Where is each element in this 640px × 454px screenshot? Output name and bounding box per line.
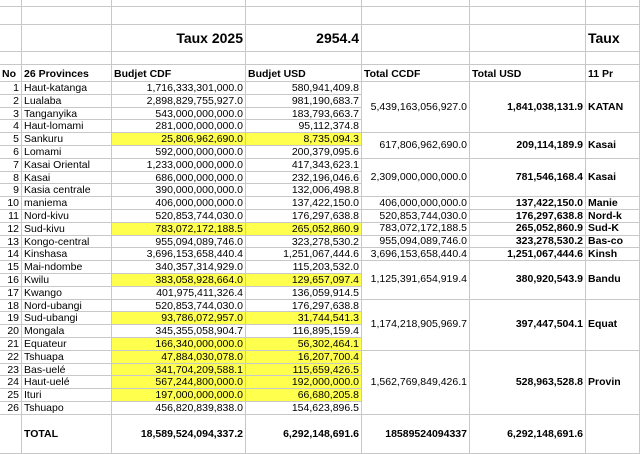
province-cell[interactable]: Lualaba bbox=[22, 95, 112, 108]
cell[interactable] bbox=[112, 52, 246, 65]
row-number[interactable]: 20 bbox=[0, 325, 22, 338]
total-ccdf-cell[interactable]: 955,094,089,746.0 bbox=[362, 236, 470, 249]
budget-cdf-cell[interactable]: 93,786,072,957.0 bbox=[112, 312, 246, 325]
budget-usd-cell[interactable]: 192,000,000.0 bbox=[246, 376, 362, 389]
cell[interactable] bbox=[470, 7, 586, 25]
total-usd[interactable]: 6,292,148,691.6 bbox=[246, 415, 362, 454]
province-cell[interactable]: maniema bbox=[22, 197, 112, 210]
total-usd-cell[interactable]: 209,114,189.9 bbox=[470, 133, 586, 159]
province-cell[interactable]: Nord-kivu bbox=[22, 210, 112, 223]
budget-usd-cell[interactable]: 176,297,638.8 bbox=[246, 210, 362, 223]
budget-cdf-cell[interactable]: 383,058,928,664.0 bbox=[112, 274, 246, 287]
cell[interactable] bbox=[22, 52, 112, 65]
province-cell[interactable]: Kongo-central bbox=[22, 236, 112, 249]
budget-cdf-cell[interactable]: 543,000,000,000.0 bbox=[112, 108, 246, 121]
total-ccdf-cell[interactable]: 1,174,218,905,969.7 bbox=[362, 300, 470, 351]
province-cell[interactable]: Kasia centrale bbox=[22, 184, 112, 197]
budget-usd-cell[interactable]: 56,302,464.1 bbox=[246, 338, 362, 351]
taux-label-cell[interactable]: Taux 2025 bbox=[112, 25, 246, 52]
budget-usd-cell[interactable]: 8,735,094.3 bbox=[246, 133, 362, 146]
row-number[interactable]: 16 bbox=[0, 274, 22, 287]
total-usd-cell[interactable]: 1,841,038,131.9 bbox=[470, 82, 586, 133]
budget-cdf-cell[interactable]: 281,000,000,000.0 bbox=[112, 120, 246, 133]
region-name-cell[interactable]: KATAN bbox=[586, 82, 640, 133]
cell[interactable] bbox=[246, 52, 362, 65]
row-number[interactable]: 15 bbox=[0, 261, 22, 274]
cell[interactable] bbox=[586, 7, 640, 25]
row-number[interactable]: 3 bbox=[0, 108, 22, 121]
budget-cdf-cell[interactable]: 520,853,744,030.0 bbox=[112, 300, 246, 313]
budget-cdf-cell[interactable]: 1,233,000,000,000.0 bbox=[112, 159, 246, 172]
total-ccdf-cell[interactable]: 520,853,744,030.0 bbox=[362, 210, 470, 223]
province-cell[interactable]: Kwilu bbox=[22, 274, 112, 287]
cell[interactable] bbox=[112, 0, 246, 7]
total-usd-cell[interactable]: 323,278,530.2 bbox=[470, 236, 586, 249]
row-number[interactable]: 21 bbox=[0, 338, 22, 351]
row-number[interactable]: 6 bbox=[0, 146, 22, 159]
total-ccdf-cell[interactable]: 783,072,172,188.5 bbox=[362, 223, 470, 236]
row-number[interactable]: 19 bbox=[0, 312, 22, 325]
total-usd-sum[interactable]: 6,292,148,691.6 bbox=[470, 415, 586, 454]
region-name-cell[interactable]: Provin bbox=[586, 351, 640, 415]
row-number[interactable]: 12 bbox=[0, 223, 22, 236]
budget-cdf-cell[interactable]: 592,000,000,000.0 bbox=[112, 146, 246, 159]
budget-usd-cell[interactable]: 265,052,860.9 bbox=[246, 223, 362, 236]
row-number[interactable]: 25 bbox=[0, 389, 22, 402]
region-name-cell[interactable]: Kasai bbox=[586, 159, 640, 197]
row-number[interactable]: 2 bbox=[0, 95, 22, 108]
cell[interactable] bbox=[246, 7, 362, 25]
province-cell[interactable]: Haut-katanga bbox=[22, 82, 112, 95]
budget-cdf-cell[interactable]: 341,704,209,588.1 bbox=[112, 364, 246, 377]
cell[interactable] bbox=[22, 25, 112, 52]
budget-usd-cell[interactable]: 323,278,530.2 bbox=[246, 236, 362, 249]
column-header[interactable]: Budjet USD bbox=[246, 65, 362, 82]
cell[interactable] bbox=[362, 25, 470, 52]
region-name-cell[interactable]: Kinsh bbox=[586, 248, 640, 261]
budget-usd-cell[interactable]: 132,006,498.8 bbox=[246, 184, 362, 197]
cell[interactable] bbox=[0, 415, 22, 454]
region-name-cell[interactable]: Bas-co bbox=[586, 236, 640, 249]
budget-cdf-cell[interactable]: 166,340,000,000.0 bbox=[112, 338, 246, 351]
row-number[interactable]: 7 bbox=[0, 159, 22, 172]
cell[interactable] bbox=[586, 52, 640, 65]
budget-usd-cell[interactable]: 129,657,097.4 bbox=[246, 274, 362, 287]
total-ccdf-cell[interactable]: 2,309,000,000,000.0 bbox=[362, 159, 470, 197]
cell[interactable] bbox=[0, 0, 22, 7]
budget-cdf-cell[interactable]: 686,000,000,000.0 bbox=[112, 172, 246, 185]
province-cell[interactable]: Haut-lomami bbox=[22, 120, 112, 133]
province-cell[interactable]: Tshuapa bbox=[22, 351, 112, 364]
row-number[interactable]: 1 bbox=[0, 82, 22, 95]
row-number[interactable]: 5 bbox=[0, 133, 22, 146]
budget-usd-cell[interactable]: 981,190,683.7 bbox=[246, 95, 362, 108]
budget-usd-cell[interactable]: 95,112,374.8 bbox=[246, 120, 362, 133]
column-header[interactable]: Budjet CDF bbox=[112, 65, 246, 82]
budget-cdf-cell[interactable]: 3,696,153,658,440.4 bbox=[112, 248, 246, 261]
province-cell[interactable]: Ituri bbox=[22, 389, 112, 402]
province-cell[interactable]: Tanganyika bbox=[22, 108, 112, 121]
budget-cdf-cell[interactable]: 2,898,829,755,927.0 bbox=[112, 95, 246, 108]
total-ccdf[interactable]: 18589524094337 bbox=[362, 415, 470, 454]
cell[interactable] bbox=[0, 52, 22, 65]
region-name-cell[interactable]: Manie bbox=[586, 197, 640, 210]
province-cell[interactable]: Equateur bbox=[22, 338, 112, 351]
cell[interactable] bbox=[586, 0, 640, 7]
column-header[interactable]: 11 Pr bbox=[586, 65, 640, 82]
budget-cdf-cell[interactable]: 520,853,744,030.0 bbox=[112, 210, 246, 223]
cell[interactable] bbox=[246, 0, 362, 7]
total-ccdf-cell[interactable]: 617,806,962,690.0 bbox=[362, 133, 470, 159]
total-usd-cell[interactable]: 528,963,528.8 bbox=[470, 351, 586, 415]
region-name-cell[interactable]: Bandu bbox=[586, 261, 640, 299]
column-header[interactable]: Total USD bbox=[470, 65, 586, 82]
province-cell[interactable]: Mongala bbox=[22, 325, 112, 338]
province-cell[interactable]: Mai-ndombe bbox=[22, 261, 112, 274]
budget-usd-cell[interactable]: 176,297,638.8 bbox=[246, 300, 362, 313]
cell[interactable] bbox=[0, 25, 22, 52]
budget-cdf-cell[interactable]: 406,000,000,000.0 bbox=[112, 197, 246, 210]
region-name-cell[interactable]: Equat bbox=[586, 300, 640, 351]
budget-usd-cell[interactable]: 200,379,095.6 bbox=[246, 146, 362, 159]
province-cell[interactable]: Kwango bbox=[22, 287, 112, 300]
province-cell[interactable]: Kasai Oriental bbox=[22, 159, 112, 172]
row-number[interactable]: 26 bbox=[0, 402, 22, 415]
province-cell[interactable]: Kinshasa bbox=[22, 248, 112, 261]
budget-usd-cell[interactable]: 115,659,426.5 bbox=[246, 364, 362, 377]
total-usd-cell[interactable]: 176,297,638.8 bbox=[470, 210, 586, 223]
province-cell[interactable]: Kasai bbox=[22, 172, 112, 185]
row-number[interactable]: 17 bbox=[0, 287, 22, 300]
budget-cdf-cell[interactable]: 25,806,962,690.0 bbox=[112, 133, 246, 146]
cell[interactable] bbox=[22, 7, 112, 25]
row-number[interactable]: 9 bbox=[0, 184, 22, 197]
budget-cdf-cell[interactable]: 567,244,800,000.0 bbox=[112, 376, 246, 389]
cell[interactable] bbox=[112, 7, 246, 25]
cell[interactable] bbox=[22, 0, 112, 7]
total-usd-cell[interactable]: 1,251,067,444.6 bbox=[470, 248, 586, 261]
cell[interactable] bbox=[362, 52, 470, 65]
total-ccdf-cell[interactable]: 1,562,769,849,426.1 bbox=[362, 351, 470, 415]
column-header[interactable]: No bbox=[0, 65, 22, 82]
province-cell[interactable]: Sud-ubangi bbox=[22, 312, 112, 325]
row-number[interactable]: 24 bbox=[0, 376, 22, 389]
budget-cdf-cell[interactable]: 401,975,411,326.4 bbox=[112, 287, 246, 300]
budget-usd-cell[interactable]: 115,203,532.0 bbox=[246, 261, 362, 274]
row-number[interactable]: 23 bbox=[0, 364, 22, 377]
region-name-cell[interactable]: Nord-k bbox=[586, 210, 640, 223]
total-usd-cell[interactable]: 265,052,860.9 bbox=[470, 223, 586, 236]
budget-usd-cell[interactable]: 116,895,159.4 bbox=[246, 325, 362, 338]
cell[interactable] bbox=[586, 415, 640, 454]
cell[interactable] bbox=[362, 0, 470, 7]
province-cell[interactable]: Sankuru bbox=[22, 133, 112, 146]
budget-cdf-cell[interactable]: 456,820,839,838.0 bbox=[112, 402, 246, 415]
budget-cdf-cell[interactable]: 340,357,314,929.0 bbox=[112, 261, 246, 274]
total-usd-cell[interactable]: 137,422,150.0 bbox=[470, 197, 586, 210]
province-cell[interactable]: Lomami bbox=[22, 146, 112, 159]
taux-value-cell[interactable]: 2954.4 bbox=[246, 25, 362, 52]
budget-cdf-cell[interactable]: 1,716,333,301,000.0 bbox=[112, 82, 246, 95]
province-cell[interactable]: Sud-kivu bbox=[22, 223, 112, 236]
region-name-cell[interactable]: Kasai bbox=[586, 133, 640, 159]
budget-usd-cell[interactable]: 580,941,409.8 bbox=[246, 82, 362, 95]
budget-usd-cell[interactable]: 1,251,067,444.6 bbox=[246, 248, 362, 261]
row-number[interactable]: 22 bbox=[0, 351, 22, 364]
cell[interactable] bbox=[470, 25, 586, 52]
total-usd-cell[interactable]: 781,546,168.4 bbox=[470, 159, 586, 197]
budget-usd-cell[interactable]: 154,623,896.5 bbox=[246, 402, 362, 415]
budget-usd-cell[interactable]: 232,196,046.6 bbox=[246, 172, 362, 185]
cell[interactable] bbox=[0, 7, 22, 25]
budget-usd-cell[interactable]: 136,059,914.5 bbox=[246, 287, 362, 300]
total-ccdf-cell[interactable]: 5,439,163,056,927.0 bbox=[362, 82, 470, 133]
column-header[interactable]: Total CCDF bbox=[362, 65, 470, 82]
column-header[interactable]: 26 Provinces bbox=[22, 65, 112, 82]
province-cell[interactable]: Nord-ubangi bbox=[22, 300, 112, 313]
budget-usd-cell[interactable]: 16,207,700.4 bbox=[246, 351, 362, 364]
cell[interactable] bbox=[362, 7, 470, 25]
total-usd-cell[interactable]: 397,447,504.1 bbox=[470, 300, 586, 351]
region-name-cell[interactable]: Sud-K bbox=[586, 223, 640, 236]
budget-cdf-cell[interactable]: 47,884,030,078.0 bbox=[112, 351, 246, 364]
total-label[interactable]: TOTAL bbox=[22, 415, 112, 454]
budget-cdf-cell[interactable]: 197,000,000,000.0 bbox=[112, 389, 246, 402]
row-number[interactable]: 13 bbox=[0, 236, 22, 249]
total-cdf[interactable]: 18,589,524,094,337.2 bbox=[112, 415, 246, 454]
total-usd-cell[interactable]: 380,920,543.9 bbox=[470, 261, 586, 299]
row-number[interactable]: 18 bbox=[0, 300, 22, 313]
row-number[interactable]: 10 bbox=[0, 197, 22, 210]
budget-usd-cell[interactable]: 66,680,205.8 bbox=[246, 389, 362, 402]
total-ccdf-cell[interactable]: 3,696,153,658,440.4 bbox=[362, 248, 470, 261]
budget-cdf-cell[interactable]: 955,094,089,746.0 bbox=[112, 236, 246, 249]
row-number[interactable]: 11 bbox=[0, 210, 22, 223]
row-number[interactable]: 14 bbox=[0, 248, 22, 261]
total-ccdf-cell[interactable]: 1,125,391,654,919.4 bbox=[362, 261, 470, 299]
budget-usd-cell[interactable]: 417,343,623.1 bbox=[246, 159, 362, 172]
budget-cdf-cell[interactable]: 345,355,058,904.7 bbox=[112, 325, 246, 338]
cell[interactable] bbox=[470, 0, 586, 7]
province-cell[interactable]: Tshuapo bbox=[22, 402, 112, 415]
row-number[interactable]: 8 bbox=[0, 172, 22, 185]
budget-usd-cell[interactable]: 137,422,150.0 bbox=[246, 197, 362, 210]
budget-usd-cell[interactable]: 183,793,663.7 bbox=[246, 108, 362, 121]
budget-cdf-cell[interactable]: 390,000,000,000.0 bbox=[112, 184, 246, 197]
province-cell[interactable]: Haut-uelé bbox=[22, 376, 112, 389]
total-ccdf-cell[interactable]: 406,000,000,000.0 bbox=[362, 197, 470, 210]
taux-right-cell[interactable]: Taux bbox=[586, 25, 640, 52]
budget-cdf-cell[interactable]: 783,072,172,188.5 bbox=[112, 223, 246, 236]
budget-usd-cell[interactable]: 31,744,541.3 bbox=[246, 312, 362, 325]
row-number[interactable]: 4 bbox=[0, 120, 22, 133]
province-cell[interactable]: Bas-uelé bbox=[22, 364, 112, 377]
cell[interactable] bbox=[470, 52, 586, 65]
